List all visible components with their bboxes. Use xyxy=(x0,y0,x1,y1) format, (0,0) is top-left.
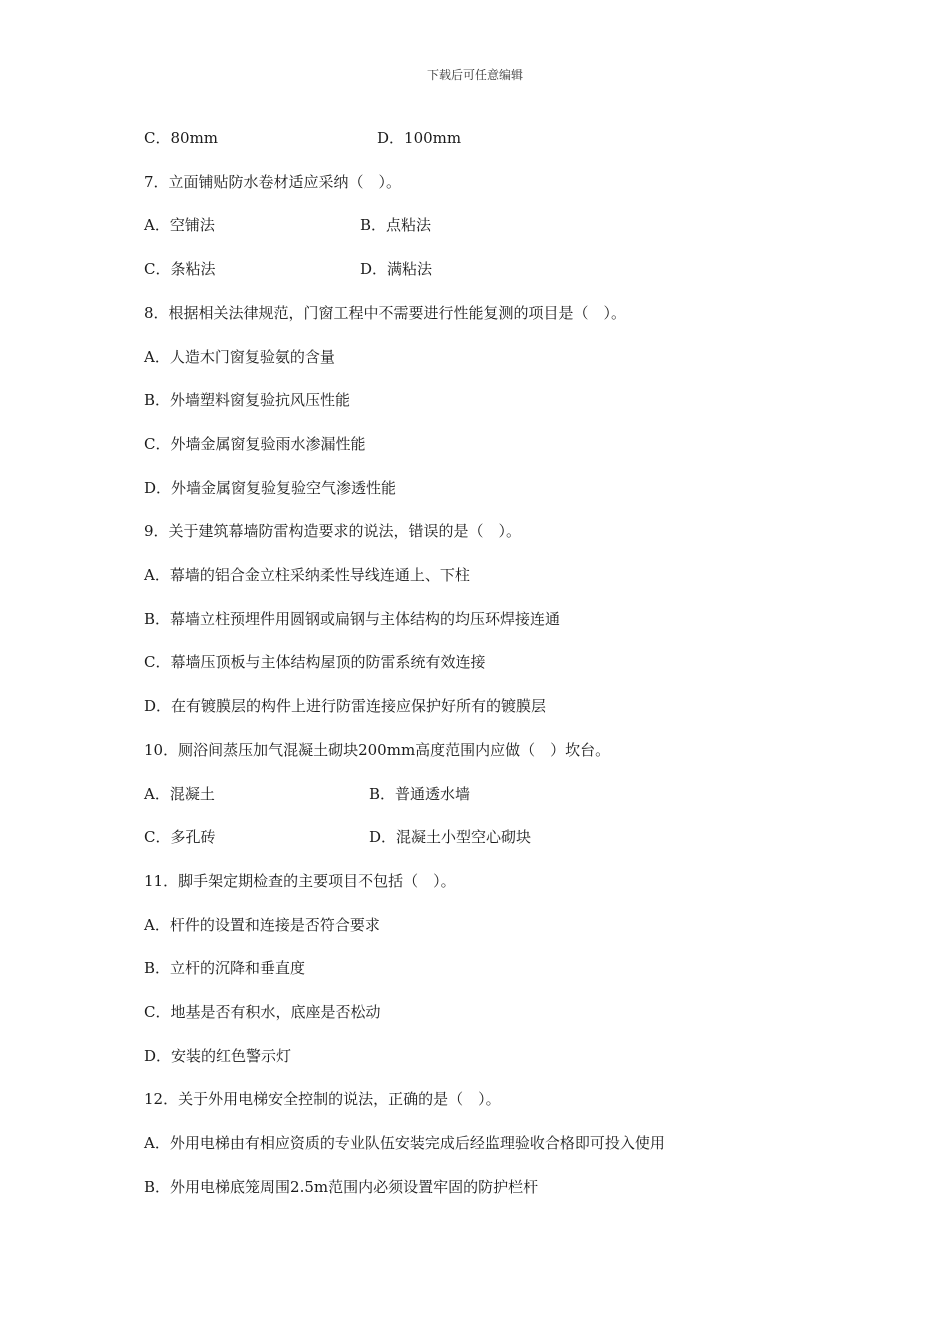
option-a: A．幕墙的铝合金立柱采纳柔性导线连通上、下柱 xyxy=(144,566,470,584)
option-row xyxy=(144,128,462,148)
option-a: A．外用电梯由有相应资质的专业队伍安装完成后经监理验收合格即可投入使用 xyxy=(144,1134,665,1152)
option-d: D．安装的红色警示灯 xyxy=(144,1047,292,1065)
question-10: 10．厕浴间蒸压加气混凝土砌块200mm高度范围内应做（ ）坎台。 xyxy=(144,741,611,759)
option-c: C．条粘法 xyxy=(144,260,216,278)
option-a: A．混凝土 xyxy=(144,785,215,803)
option-row xyxy=(144,259,433,279)
option-b: B．幕墙立柱预埋件用圆钢或扁钢与主体结构的均压环焊接连通 xyxy=(144,610,561,628)
option-c: C．多孔砖 xyxy=(144,828,216,846)
question-7: 7．立面铺贴防水卷材适应采纳（ ）。 xyxy=(144,173,402,191)
option-b: B．普通透水墙 xyxy=(369,785,471,803)
option-b: B．外用电梯底笼周围2.5m范围内必须设置牢固的防护栏杆 xyxy=(144,1178,539,1196)
page-header: 下载后可任意编辑 xyxy=(426,68,523,82)
option-b: B．点粘法 xyxy=(360,216,432,234)
option-c: C．80mm xyxy=(144,129,219,147)
option-b: B．外墙塑料窗复验抗风压性能 xyxy=(144,391,351,409)
option-d: D．在有镀膜层的构件上进行防雷连接应保护好所有的镀膜层 xyxy=(144,697,547,715)
option-a: A．杆件的设置和连接是否符合要求 xyxy=(144,916,380,934)
option-d: D．外墙金属窗复验复验空气渗透性能 xyxy=(144,479,397,497)
option-row xyxy=(144,784,471,804)
option-b: B．立杆的沉降和垂直度 xyxy=(144,959,306,977)
option-c: C．外墙金属窗复验雨水渗漏性能 xyxy=(144,435,366,453)
option-d: D．混凝土小型空心砌块 xyxy=(369,828,532,846)
option-c: C．地基是否有积水，底座是否松动 xyxy=(144,1003,381,1021)
option-row xyxy=(144,215,432,235)
option-row xyxy=(144,827,532,847)
option-d: D．满粘法 xyxy=(360,260,433,278)
option-a: A．人造木门窗复验氨的含量 xyxy=(144,348,335,366)
question-8: 8．根据相关法律规范，门窗工程中不需要进行性能复测的项目是（ ）。 xyxy=(144,304,627,322)
question-12: 12．关于外用电梯安全控制的说法，正确的是（ ）。 xyxy=(144,1090,501,1108)
option-d: D．100mm xyxy=(377,129,462,147)
question-11: 11．脚手架定期检查的主要项目不包括（ ）。 xyxy=(144,872,456,890)
option-a: A．空铺法 xyxy=(144,216,215,234)
question-9: 9．关于建筑幕墙防雷构造要求的说法，错误的是（ ）。 xyxy=(144,522,522,540)
option-c: C．幕墙压顶板与主体结构屋顶的防雷系统有效连接 xyxy=(144,653,486,671)
